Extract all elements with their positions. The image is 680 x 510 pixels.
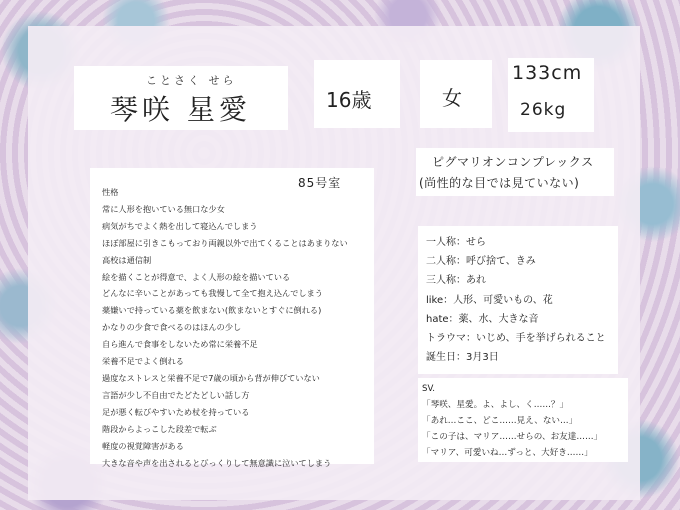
personality-item: 絵を描くことが得意で、よく人形の絵を描いている bbox=[102, 271, 291, 282]
personality-item: 軽度の視覚障害がある bbox=[102, 440, 184, 451]
name-ruby: ことさく せら bbox=[146, 74, 237, 87]
info-list bbox=[426, 233, 606, 367]
third-person-pronoun: 三人称：あれ bbox=[426, 275, 486, 287]
sample-voice-line: 「この子は、マリア……せらの、お友達……」 bbox=[422, 432, 603, 442]
personality-item: 病気がちでよく熱を出して寝込んでしまう bbox=[102, 220, 258, 231]
sex-value: 女 bbox=[442, 86, 462, 110]
personality-item: ほぼ部屋に引きこもっており両親以外で出てくることはあまりない bbox=[102, 237, 348, 248]
dislikes: hate：薬、水、大きな音 bbox=[426, 313, 539, 325]
room-number: 85号室 bbox=[298, 176, 342, 190]
birthday: 誕生日：3月3日 bbox=[426, 352, 499, 364]
trauma: トラウマ：いじめ、手を挙げられること bbox=[426, 333, 606, 345]
personality-item: どんなに辛いことがあっても我慢して全て抱え込んでしまう bbox=[102, 288, 323, 299]
sample-voice-line: 「あれ…ここ、どこ……見え、ない…」 bbox=[422, 416, 578, 426]
character-name: 琴咲 星愛 bbox=[110, 93, 251, 126]
personality-item: 大きな音や声を出されるとびっくりして無意識に泣いてしまう bbox=[102, 457, 332, 468]
sample-voice-line: 「マリア、可愛いね…ずっと、大好き……」 bbox=[422, 448, 593, 458]
personality-item: 薬嫌いで持っている薬を飲まない(飲まないとすぐに倒れる) bbox=[102, 305, 322, 316]
sample-voice-label: SV. bbox=[422, 384, 435, 394]
weight-value: 26kg bbox=[520, 100, 567, 120]
complex-note: (尚性的な目では見ていない) bbox=[419, 176, 580, 190]
personality-item: 高校は通信制 bbox=[102, 254, 152, 265]
personality-item: 言語が少し不自由でたどたどしい話し方 bbox=[102, 389, 250, 400]
age-value: 16歳 bbox=[326, 88, 372, 112]
personality-item: かなりの少食で食べるのはほんの少し bbox=[102, 322, 242, 333]
personality-item: 自ら進んで食事をしないため常に栄養不足 bbox=[102, 339, 258, 350]
height-value: 133cm bbox=[512, 62, 583, 84]
personality-item: 足が悪く転びやすいため杖を持っている bbox=[102, 406, 250, 417]
personality-item: 過度なストレスと栄養不足で7歳の頃から背が伸びていない bbox=[102, 372, 320, 383]
personality-item: 階段からよっこした段差で転ぶ bbox=[102, 423, 217, 434]
personality-item: 常に人形を抱いている無口な少女 bbox=[102, 203, 225, 214]
sample-voice-list bbox=[422, 381, 602, 461]
second-person-pronoun: 二人称：呼び捨て、きみ bbox=[426, 256, 536, 268]
first-person-pronoun: 一人称：せら bbox=[426, 237, 486, 248]
likes: like：人形、可愛いもの、花 bbox=[426, 294, 553, 306]
personality-heading: 性格 bbox=[102, 187, 119, 197]
personality-list bbox=[102, 184, 348, 471]
sample-voice-line: 「琴咲、星愛。よ、よし、く……？」 bbox=[422, 400, 569, 410]
personality-item: 栄養不足でよく倒れる bbox=[102, 356, 184, 367]
complex-title: ピグマリオンコンプレックス bbox=[432, 155, 594, 169]
